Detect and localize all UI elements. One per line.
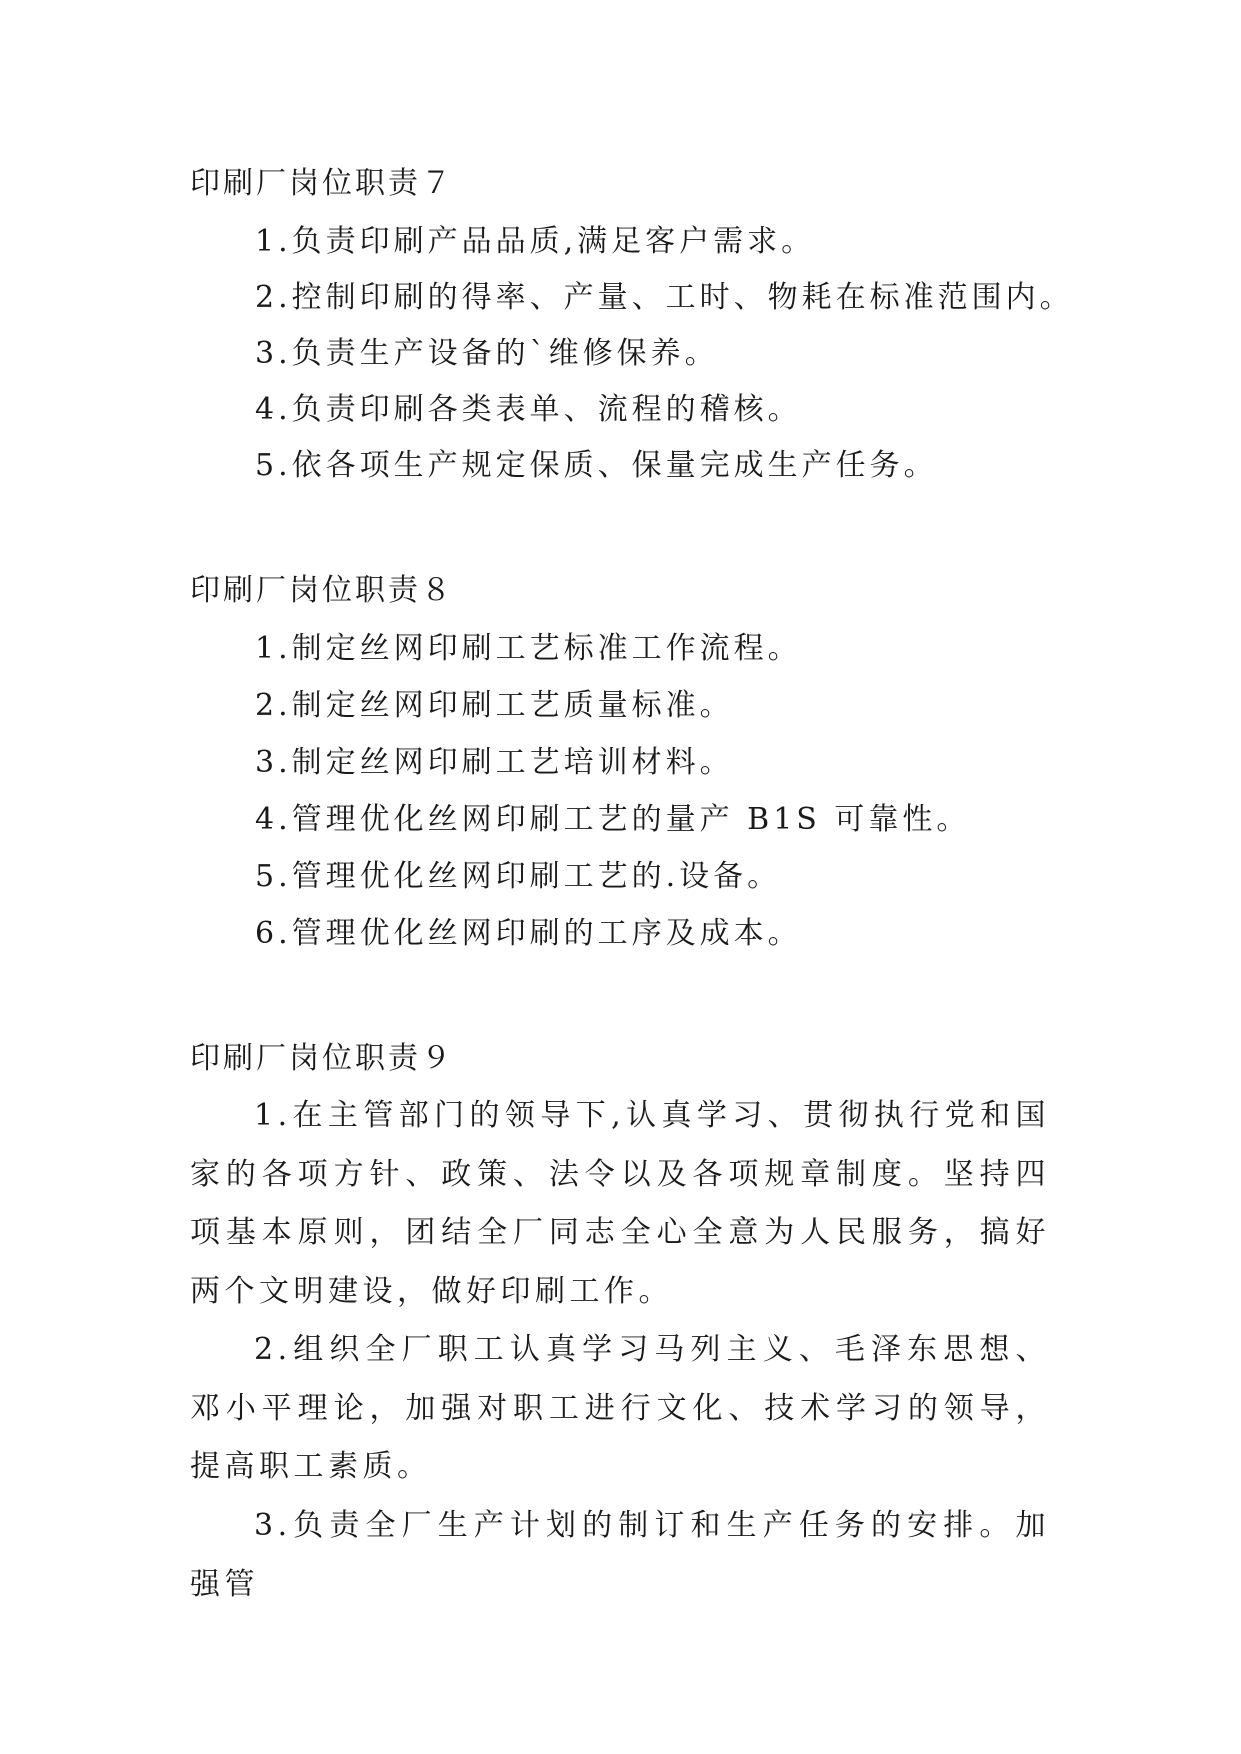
list-item: 6.管理优化丝网印刷的工序及成本。 bbox=[255, 916, 802, 951]
list-item: 4.负责印刷各类表单、流程的稽核。 bbox=[255, 392, 802, 427]
list-item: 1.制定丝网印刷工艺标准工作流程。 bbox=[255, 631, 802, 666]
section-title: 印刷厂岗位职责８ bbox=[190, 573, 454, 608]
list-item: 4.管理优化丝网印刷工艺的量产 B1S 可靠性。 bbox=[255, 802, 971, 837]
body-paragraph: 1.在主管部门的领导下,认真学习、贯彻执行党和国家的各项方针、政策、法令以及各项规章制度。坚持四项基本原则，团结全厂同志全心全意为人民服务，搞好两个文明建设，做好印刷工作。 bbox=[190, 1098, 1050, 1309]
section-title: 印刷厂岗位职责７ bbox=[190, 166, 454, 201]
list-item: 5.管理优化丝网印刷工艺的.设备。 bbox=[255, 859, 782, 894]
list-item: 2.控制印刷的得率、产量、工时、物耗在标准范围内。 bbox=[255, 280, 1074, 315]
list-item: 5.依各项生产规定保质、保量完成生产任务。 bbox=[255, 448, 938, 483]
body-paragraph: 3.负责全厂生产计划的制订和生产任务的安排。加强管 bbox=[190, 1508, 1050, 1602]
list-item: 1.负责印刷产品品质,满足客户需求。 bbox=[255, 224, 816, 259]
list-item: 3.制定丝网印刷工艺培训材料。 bbox=[255, 745, 734, 780]
list-item: 3.负责生产设备的`维修保养。 bbox=[255, 336, 719, 371]
list-item: 2.制定丝网印刷工艺质量标准。 bbox=[255, 688, 734, 723]
body-paragraph: 2.组织全厂职工认真学习马列主义、毛泽东思想、邓小平理论，加强对职工进行文化、技术学习的领导，提高职工素质。 bbox=[190, 1332, 1050, 1484]
section-title: 印刷厂岗位职责９ bbox=[190, 1041, 454, 1076]
